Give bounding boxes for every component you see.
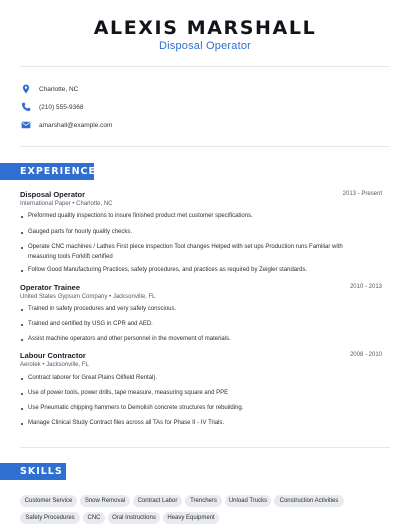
skill-chip: CNC — [83, 512, 105, 524]
job-separator: • — [42, 362, 47, 368]
phone-icon — [21, 102, 31, 112]
job-dates: 2010 - 2013 — [349, 284, 382, 290]
job-bullet — [20, 320, 370, 330]
bullet-text: Preformed quality inspections to insure finished product met customer specifications. — [28, 213, 253, 219]
skill-chip: Trenchers — [185, 495, 222, 507]
job-location: Charlotte, NC — [76, 201, 113, 207]
bullet-text: Contract laborer for Great Plains Oilfield Rental). — [28, 375, 158, 381]
bullet-text: Trained and certified by USG in CPR and AED. — [28, 321, 153, 327]
header-divider — [20, 66, 390, 67]
job-bullet — [20, 404, 370, 414]
skill-chip: Heavy Equipment — [163, 512, 219, 524]
skill-chip: Unload Trucks — [225, 495, 271, 507]
job-separator: • — [109, 294, 113, 300]
job-title: Labour Contractor — [20, 351, 86, 360]
skill-chip: Snow Removal — [80, 495, 130, 507]
skill-chip: Customer Service — [20, 495, 77, 507]
job-company: International Paper — [20, 201, 71, 207]
job-bullet — [20, 243, 370, 262]
bullet-text: Assist machine operators and other personnel in the movement of materials. — [28, 336, 231, 342]
candidate-title: Disposal Operator — [158, 40, 252, 52]
job-bullet — [20, 419, 370, 429]
skill-chip: Construction Activities — [274, 495, 344, 507]
skill-chip: Oral Instructions — [108, 512, 160, 524]
bullet-text: Manage Clinical Study Contract files across all TAs for Phase II - IV Trials. — [28, 420, 225, 426]
job-company: Aerotek — [20, 362, 41, 368]
job-bullet — [20, 374, 370, 384]
job-title: Disposal Operator — [20, 190, 86, 199]
job-location: Jacksonville, FL — [112, 294, 156, 300]
bullet-text: Trained in safety procedures and very safety conscious. — [28, 306, 177, 312]
mail-icon — [21, 120, 31, 130]
job-dates: 2013 - Present — [342, 191, 382, 197]
skills-heading: SKILLS — [0, 463, 66, 480]
job-location: Jacksonville, FL — [46, 362, 89, 368]
email-text[interactable]: amarshall@example.com — [39, 121, 113, 129]
job-bullet — [20, 389, 370, 399]
job-company-line — [20, 362, 89, 368]
job-dates: 2008 - 2010 — [349, 352, 382, 358]
skill-chip: Safety Procedures — [20, 512, 80, 524]
bullet-text: Operate CNC machines / Lathes First piece inspection Tool changes Helped with set ups Production runs Familiar with measuring tools Forklift certified — [28, 244, 343, 260]
contact-phone — [21, 101, 83, 113]
bullet-text: Follow Good Manufacturing Practices, safety procedures, and practices as required by Zeigler standards. — [28, 267, 308, 273]
contact-location — [21, 83, 78, 95]
job-separator: • — [72, 201, 77, 207]
job-company-line — [20, 294, 156, 300]
phone-text: (210) 555-9368 — [39, 103, 84, 111]
contact-divider — [20, 146, 390, 147]
bullet-text: Gauged parts for hourly quality checks. — [28, 229, 133, 235]
candidate-name: ALEXIS MARSHALL — [93, 17, 317, 39]
job-company: United States Gypsum Company — [20, 294, 108, 300]
job-bullet — [20, 212, 370, 222]
job-bullet — [20, 228, 370, 238]
job-company-line — [20, 201, 113, 207]
job-bullet — [20, 305, 370, 315]
location-pin-icon — [21, 84, 31, 94]
bullet-text: Use of power tools, power drills, tape measure, measuring square and PPE — [28, 390, 229, 396]
bullet-text: Use Pneumatic chipping hammers to Demolish concrete structures for rebuilding. — [28, 405, 244, 411]
contact-email[interactable] — [21, 119, 112, 131]
job-bullet — [20, 266, 370, 276]
experience-heading: EXPERIENCE — [0, 163, 94, 180]
location-text: Charlotte, NC — [39, 85, 79, 93]
job-bullet — [20, 335, 370, 345]
skill-chip: Contract Labor — [133, 495, 182, 507]
experience-divider — [20, 447, 390, 448]
job-title: Operator Trainee — [20, 283, 81, 292]
